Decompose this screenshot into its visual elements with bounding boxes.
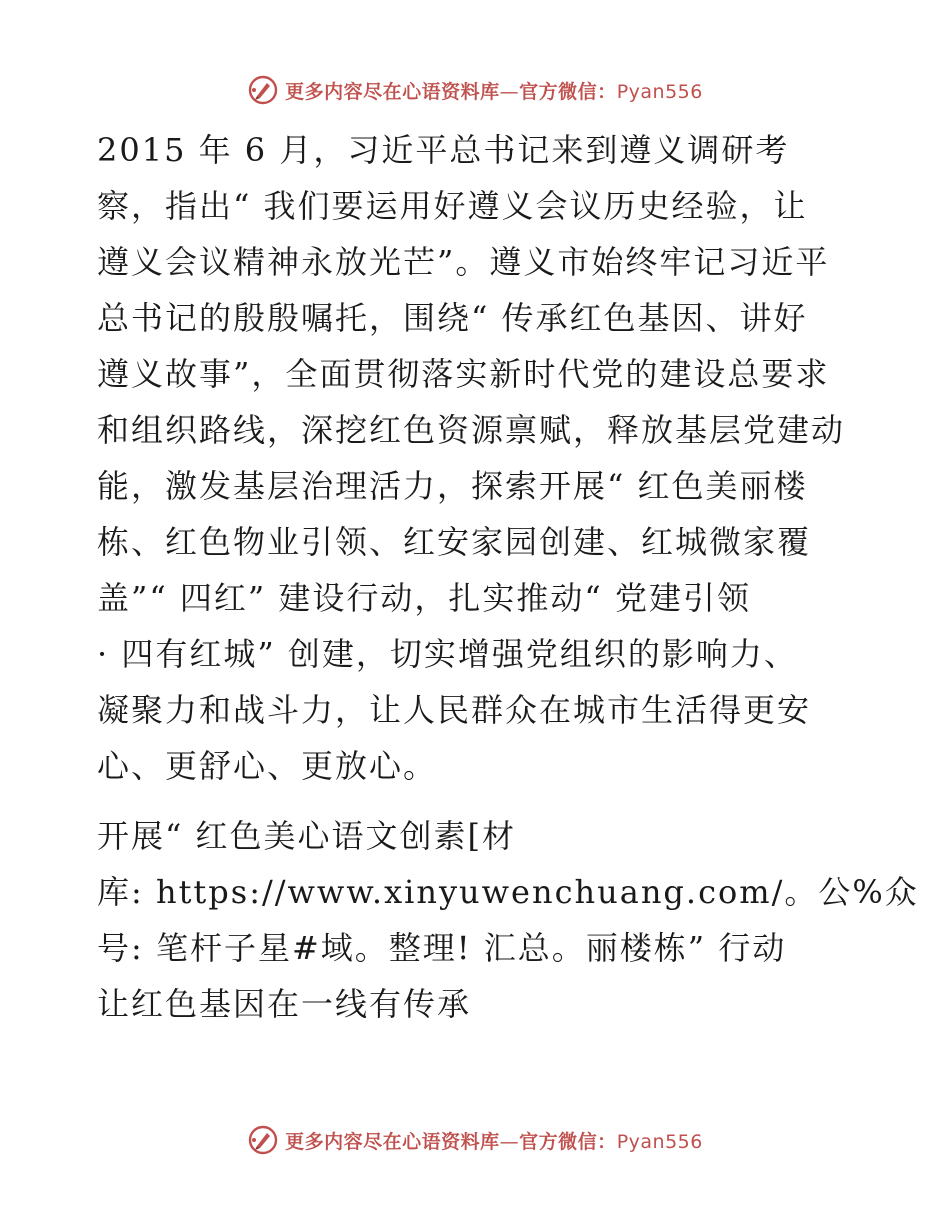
text-line: 总书记的殷殷嘱托，围绕“ 传承红色基因、讲好 [97, 299, 808, 337]
text-line: 栋、红色物业引领、红安家园创建、红城微家覆 [97, 523, 812, 561]
watermark-wechat-id: Pyan556 [616, 1130, 703, 1153]
text-line: · 四有红城” 创建，切实增强党组织的影响力、 [97, 635, 798, 673]
watermark-text [285, 1127, 703, 1154]
watermark-wechat-label: 官方微信： [519, 80, 617, 103]
header-watermark [0, 70, 950, 110]
watermark-separator: — [499, 80, 520, 103]
text-line: 让红色基因在一线有传承 [97, 985, 472, 1023]
text-line: 遵义故事”，全面贯彻落实新时代党的建设总要求 [97, 355, 830, 393]
text-line: 2015 年 6 月，习近平总书记来到遵义调研考 [97, 131, 790, 169]
text-line: 号: 笔杆子星#域。整理! 汇总。丽楼栋” 行动 [97, 929, 787, 967]
footer-watermark [0, 1120, 950, 1160]
paragraph-1 [97, 122, 857, 794]
text-line: 和组织路线，深挖红色资源禀赋，释放基层党建动 [97, 411, 846, 449]
text-line: 心、更舒心、更放心。 [97, 747, 438, 785]
watermark-wechat-label: 官方微信： [519, 1130, 617, 1153]
paragraph-gap [97, 794, 857, 808]
document-body [97, 122, 919, 1032]
text-line: 库: https://www.xinyuwenchuang.com/。公%众 [97, 873, 919, 911]
text-line: 开展“ 红色美心语文创素[材 [97, 817, 517, 855]
text-line: 凝聚力和战斗力，让人民群众在城市生活得更安 [97, 691, 812, 729]
text-line: 察，指出“ 我们要运用好遵义会议历史经验，让 [97, 187, 808, 225]
paragraph-2 [97, 808, 919, 1032]
watermark-wechat-id: Pyan556 [616, 80, 703, 103]
watermark-text [285, 77, 703, 104]
watermark-site-text: 更多内容尽在心语资料库 [285, 1130, 500, 1153]
text-line: 遵义会议精神永放光芒”。遵义市始终牢记习近平 [97, 243, 830, 281]
text-line: 盖”“ 四红” 建设行动，扎实推动“ 党建引领 [97, 579, 751, 617]
pen-nib-circle-icon [247, 1124, 279, 1156]
text-line: 能，激发基层治理活力，探索开展“ 红色美丽楼 [97, 467, 808, 505]
watermark-site-text: 更多内容尽在心语资料库 [285, 80, 500, 103]
watermark-separator: — [499, 1130, 520, 1153]
pen-nib-circle-icon [247, 74, 279, 106]
